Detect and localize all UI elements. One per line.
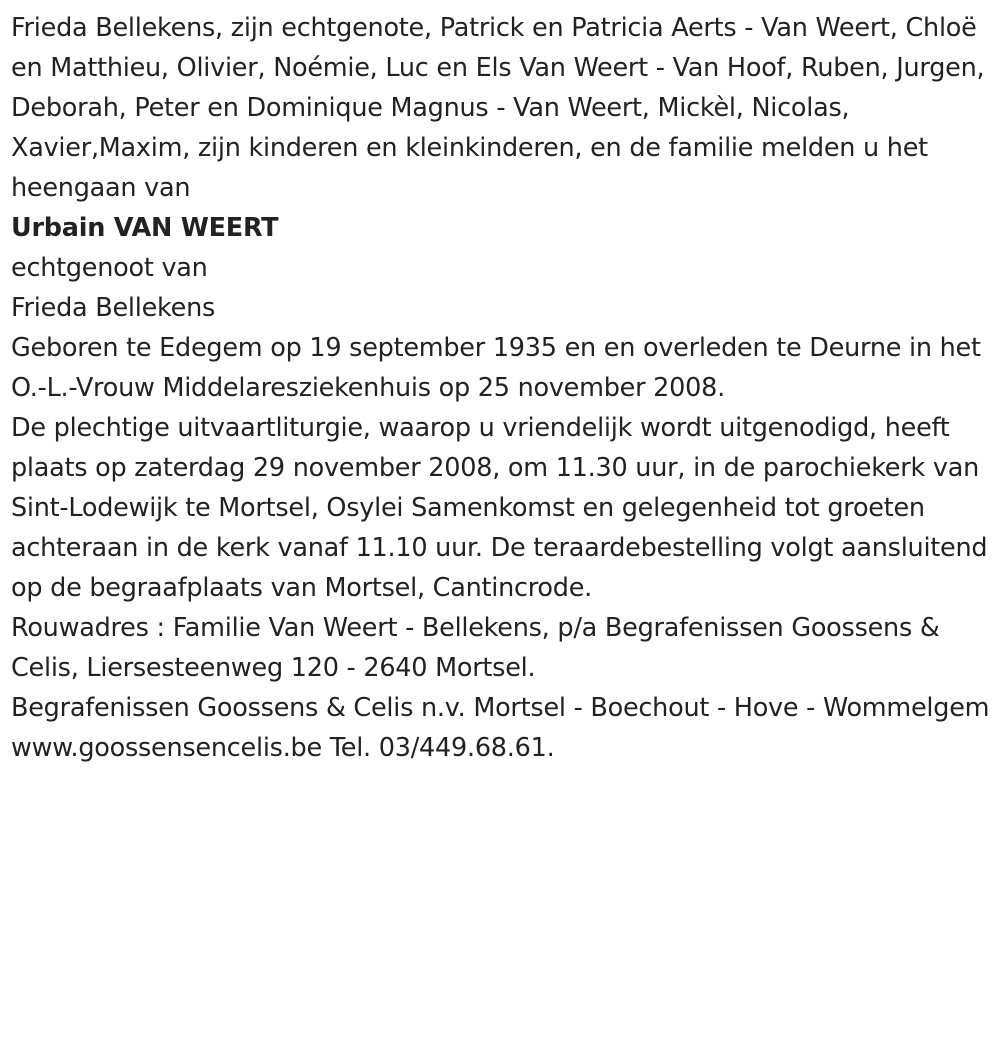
intro-paragraph: Frieda Bellekens, zijn echtgenote, Patrick en Patricia Aerts - Van Weert, Chloë en Matthieu, Olivier, Noémie, Luc en Els Van Weert - Van Hoof, Ruben, Jurgen, Deborah, Peter en Dominique Magnus - Van Weert, Mickèl, Nicolas, Xavier,Maxim, zijn kinderen en kleinkinderen, en de familie melden u het heengaan van: [11, 13, 985, 203]
funeral-paragraph: De plechtige uitvaartliturgie, waarop u vriendelijk wordt uitgenodigd, heeft plaats op zaterdag 29 november 2008, om 11.30 uur, in de parochiekerk van Sint-Lodewijk te Mortsel, Osylei Samenkomst en gelegenheid tot groeten achteraan in de kerk vanaf 11.10 uur. De teraardebestelling volgt aansluitend op de begraafplaats van Mortsel, Cantincrode.: [11, 413, 988, 603]
deceased-name: Urbain VAN WEERT: [11, 213, 279, 243]
relation-line: echtgenoot van: [11, 253, 208, 283]
undertaker-info: Begrafenissen Goossens & Celis n.v. Mortsel - Boechout - Hove - Wommelgem www.goossensencelis.be Tel. 03/449.68.61.: [11, 693, 990, 763]
spouse-name: Frieda Bellekens: [11, 293, 216, 323]
mourning-address: Rouwadres : Familie Van Weert - Bellekens, p/a Begrafenissen Goossens & Celis, Liersesteenweg 120 - 2640 Mortsel.: [11, 613, 940, 683]
birth-death-paragraph: Geboren te Edegem op 19 september 1935 en en overleden te Deurne in het O.-L.-Vrouw Middelaresziekenhuis op 25 november 2008.: [11, 333, 981, 403]
